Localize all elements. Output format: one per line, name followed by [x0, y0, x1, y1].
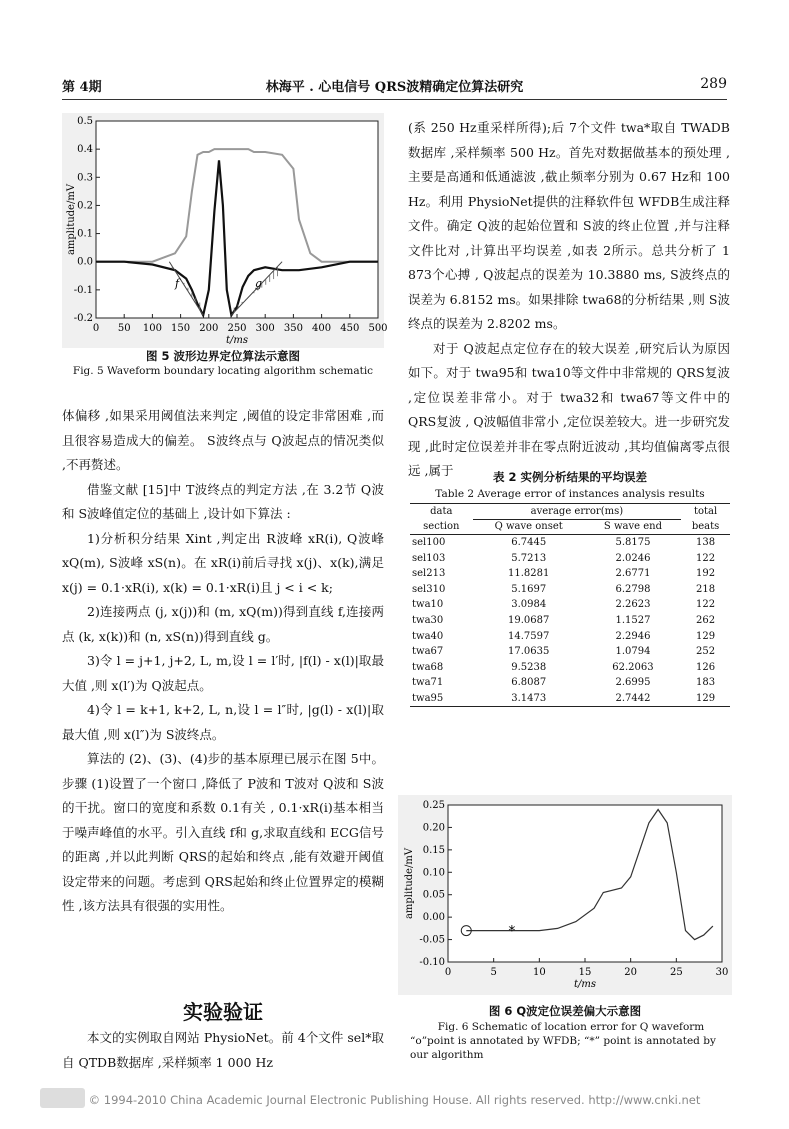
table-cell: sel213 [412, 568, 446, 580]
table-2-body [410, 535, 730, 707]
table-cell: sel100 [412, 537, 446, 549]
y-tick-label: 0.05 [422, 889, 445, 901]
y-tick-label: -0.10 [419, 957, 445, 968]
table-cell: twa40 [412, 630, 444, 642]
table-cell: 122 [696, 599, 716, 611]
y-tick-label: 0.20 [422, 822, 445, 834]
paragraph: 体偏移 ,如果采用阈值法来判定 ,阈值的设定非常困难 ,而且很容易造成大的偏差。 S波终点与 Q波起点的情况类似 ,不再赘述。 [62, 408, 384, 472]
table-row [410, 566, 730, 582]
table-cell: 192 [696, 568, 716, 580]
page-header [62, 76, 727, 98]
figure-6-caption-line1: Fig. 6 Schematic of location error for Q waveform [437, 1021, 705, 1033]
table-cell: 126 [696, 661, 716, 673]
x-tick-label: 450 [340, 323, 360, 334]
y-tick-label: 0.5 [77, 116, 93, 127]
y-tick-label: 0.00 [422, 912, 445, 924]
figure-5-caption-cn: 图 5 波形边界定位算法示意图 [145, 349, 300, 363]
x-tick-label: 50 [117, 323, 131, 334]
table-cell: 218 [696, 583, 716, 595]
table-cell: 19.0687 [508, 614, 550, 626]
y-tick-label: 0.25 [422, 800, 445, 811]
table-2-grid [410, 503, 730, 707]
copyright-footer: © 1994-2010 China Academic Journal Electronic Publishing House. All rights reserved. http://www.cnki.net [88, 1093, 701, 1107]
table-cell: 5.1697 [511, 583, 547, 595]
plot-frame [96, 121, 378, 318]
running-title: 林海平 . 心电信号 QRS波精确定位算法研究 [265, 80, 524, 95]
table-cell: twa10 [412, 599, 444, 611]
label-g: g [255, 277, 263, 291]
x-tick-label: 5 [490, 967, 497, 978]
x-tick-label: 350 [283, 323, 303, 334]
table-header-section: section [423, 521, 460, 533]
table-row [410, 581, 730, 597]
table-row [410, 691, 730, 707]
table-cell: 2.2623 [615, 599, 651, 611]
page-number: 289 [700, 76, 727, 92]
table-header-q: Q wave onset [494, 521, 563, 533]
x-tick-label: 150 [171, 323, 191, 334]
right-column [408, 116, 730, 484]
x-tick-label: 200 [199, 323, 219, 334]
header-rule [62, 99, 727, 100]
algorithm-step: 2)连接两点 (j, x(j))和 (m, xQ(m))得到直线 f,连接两点 (k, x(k))和 (n, xS(n))得到直线 g。 [62, 604, 384, 644]
table-2-title-en: Table 2 Average error of instances analysis results [435, 488, 705, 500]
table-cell: sel310 [412, 583, 446, 595]
algorithm-step: 4)令 l = k+1, k+2, L, n,设 l = l″时, |g(l) - x(l)|取最大值 ,则 x(l″)为 S波终点。 [62, 702, 384, 742]
x-tick-label: 400 [312, 323, 332, 334]
table-cell: twa67 [412, 646, 444, 658]
y-tick-label: 0.3 [77, 172, 93, 184]
table-row [410, 675, 730, 691]
x-axis-label: t/ms [573, 979, 597, 990]
table-cell: 2.7442 [615, 692, 651, 704]
table-header-total: total [693, 506, 718, 518]
paragraph: 本文的实例取自网站 PhysioNet。前 4个文件 sel*取自 QTDB数据库 ,采样频率 1 000 Hz [62, 1030, 384, 1070]
x-tick-label: 15 [578, 967, 592, 978]
table-cell: 122 [696, 552, 716, 564]
table-row [410, 535, 730, 551]
table-cell: twa30 [412, 614, 444, 626]
table-cell: sel103 [412, 552, 446, 564]
figure-5-caption-en: Fig. 5 Waveform boundary locating algorithm schematic [72, 365, 374, 377]
paragraph: 算法的 (2)、(3)、(4)步的基本原理已展示在图 5中。步骤 (1)设置了一个窗口 ,降低了 P波和 T波对 Q波和 S波的干扰。窗口的宽度和系数 0.1有关 , 0.1·xR(i)基本相当于噪声峰值的水平。引入直线 f和 g,求取直线和 ECG信号的距离 ,并以此判断 QRS的起始和终点 ,能有效避开阈值设定带来的问题。考虑到 QRS起始和终止位置界定的模糊性 ,该方法具有很强的实用性。 [62, 751, 384, 913]
issue-number: 第 4期 [62, 80, 102, 95]
table-cell: 2.6771 [615, 568, 651, 580]
x-tick-label: 0 [444, 967, 452, 978]
algorithm-marker-star: * [508, 923, 516, 940]
y-tick-label: 0.4 [77, 144, 93, 156]
table-row [410, 628, 730, 644]
y-tick-label: 0.1 [77, 228, 93, 240]
table-cell: 2.6995 [615, 677, 651, 689]
paragraph: 对于 Q波起点定位存在的较大误差 ,研究后认为原因如下。对于 twa95和 twa10等文件中非常规的 QRS复波 ,定位误差非常小。对于 twa32和 twa67等文件中的 QRS复波 , Q波幅值非常小 ,定位误差较大。进一步研究发现 ,此时定位误差并非在零点附近波动 ,其均值偏离零点很远 ,属于 [408, 340, 730, 478]
x-tick-label: 300 [255, 323, 275, 334]
table-cell: 5.8175 [615, 537, 651, 549]
figure-6-caption-en [410, 1020, 732, 1062]
table-cell: 6.7445 [511, 537, 547, 549]
table-cell: 252 [696, 646, 716, 658]
table-cell: twa95 [412, 692, 444, 704]
left-column-tail [62, 1026, 384, 1075]
x-tick-label: 25 [669, 967, 683, 978]
y-tick-label: 0.10 [422, 867, 445, 879]
table-cell: 14.7597 [508, 630, 550, 642]
table-2 [410, 469, 730, 707]
left-column [62, 404, 384, 919]
x-tick-label: 10 [532, 967, 546, 978]
algorithm-step: 3)令 l = j+1, j+2, L, m,设 l = l′时, |f(l) - x(l)|取最大值 ,则 x(l′)为 Q波起点。 [62, 653, 384, 693]
table-cell: 138 [696, 537, 716, 549]
y-tick-label: 0.2 [77, 200, 93, 212]
table-row [410, 644, 730, 660]
label-f: f [174, 277, 180, 291]
table-row [410, 597, 730, 613]
table-cell: 129 [696, 692, 716, 704]
table-row [410, 659, 730, 675]
table-cell: 62.2063 [612, 661, 654, 673]
table-cell: 11.8281 [508, 568, 550, 580]
x-tick-label: 0 [92, 323, 100, 334]
table-cell: 1.0794 [615, 646, 651, 658]
table-header-beats: beats [691, 521, 720, 533]
paragraph: (系 250 Hz重采样所得);后 7个文件 twa*取自 TWADB数据库 ,采样频率 500 Hz。首先对数据做基本的预处理 ,主要是高通和低通滤波 ,截止频率分别为 0.67 Hz和 100 Hz。利用 PhysioNet提供的注释软件包 WFDB生成注释文件。确定 Q波的起始位置和 S波的终止位置 ,并与注释文件比对 ,计算出平均误差 ,如表 2所示。总共分析了 1 873个心搏 , Q波起点的误差为 10.3880 ms, S波终点的误差为 6.8152 ms。如果排除 twa68的分析结果 ,则 S波终点的误差为 2.8202 ms。 [408, 120, 730, 331]
y-tick-label: 0.15 [422, 844, 445, 856]
table-header-s: S wave end [603, 521, 662, 533]
table-cell: 3.1473 [511, 692, 547, 704]
table-cell: 2.2946 [615, 630, 651, 642]
y-tick-label: -0.05 [419, 934, 445, 946]
section-title: 实验验证 [183, 1000, 263, 1024]
x-tick-label: 100 [142, 323, 162, 334]
y-tick-label: -0.2 [73, 313, 93, 324]
table-row [410, 550, 730, 566]
table-header-data: data [430, 506, 453, 518]
table-cell: 1.1527 [615, 614, 651, 626]
algorithm-step: 1)分析积分结果 Xint ,判定出 R波峰 xR(i), Q波峰 xQ(m), S波峰 xS(n)。在 xR(i)前后寻找 x(j)、x(k),满足 x(j) = 0.1·xR(i), x(k) = 0.1·xR(i)且 j < i < k; [62, 530, 384, 595]
figure-5 [62, 113, 388, 348]
table-cell: 17.0635 [508, 646, 550, 658]
figure-6-caption-cn: 图 6 Q波定位误差偏大示意图 [488, 1004, 642, 1018]
x-tick-label: 20 [624, 967, 638, 978]
table-row [410, 613, 730, 629]
table-header-avg: average error(ms) [473, 504, 682, 520]
paragraph: 借鉴文献 [15]中 T波终点的判定方法 ,在 3.2节 Q波和 S波峰值定位的基础上 ,设计如下算法 : [62, 481, 384, 521]
table-cell: 6.2798 [615, 583, 651, 595]
y-axis-label: amplitude/mV [404, 847, 415, 920]
figure-6-caption-line2: “o”point is annotated by WFDB; “*” point is annotated by our algorithm [410, 1035, 716, 1061]
figure-5-chart [62, 113, 388, 348]
y-axis-label: amplitude/mV [66, 183, 77, 256]
x-tick-label: 250 [227, 323, 247, 334]
table-cell: 183 [696, 677, 716, 689]
figure-6 [398, 795, 732, 995]
y-tick-label: 0.0 [77, 256, 93, 268]
table-2-title-cn: 表 2 实例分析结果的平均误差 [492, 470, 647, 484]
table-cell: 2.0246 [615, 552, 651, 564]
table-cell: twa71 [412, 677, 444, 689]
figure-6-chart [398, 795, 732, 995]
x-tick-label: 30 [715, 967, 729, 978]
table-cell: 9.5238 [511, 661, 547, 673]
table-cell: 262 [696, 614, 716, 626]
table-cell: 5.7213 [511, 552, 547, 564]
y-tick-label: -0.1 [73, 284, 93, 296]
plot-frame [448, 805, 722, 962]
x-axis-label: t/ms [225, 335, 249, 346]
x-tick-label: 500 [368, 323, 388, 334]
table-cell: 6.8087 [511, 677, 547, 689]
table-cell: 129 [696, 630, 716, 642]
table-cell: twa68 [412, 661, 444, 673]
table-cell: 3.0984 [511, 599, 547, 611]
